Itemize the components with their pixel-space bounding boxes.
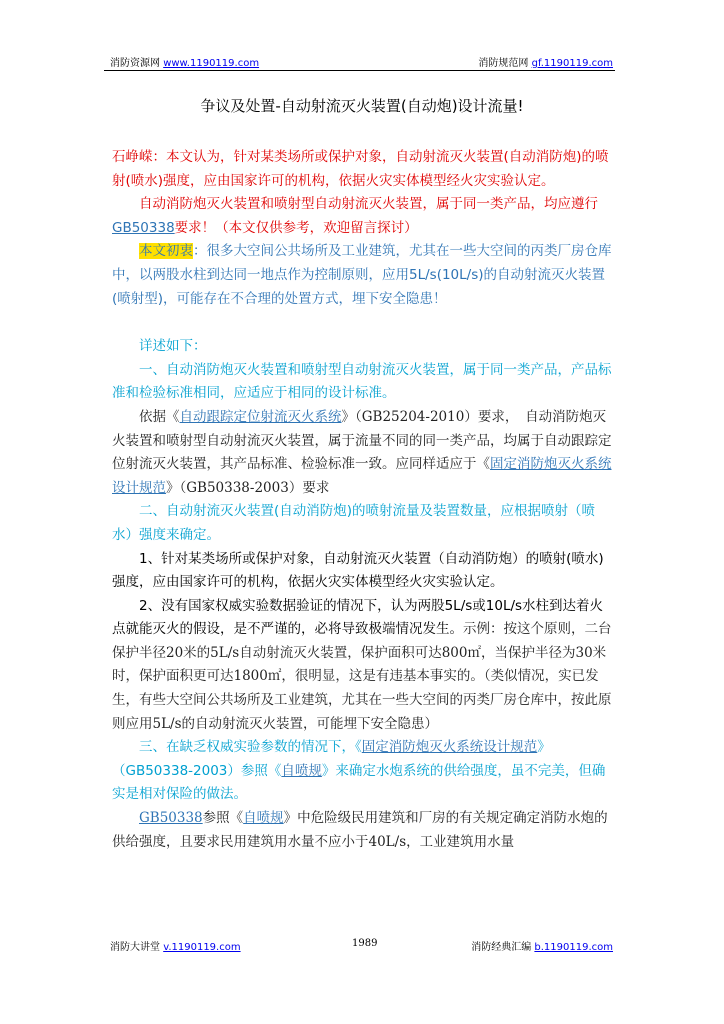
- gb50338-link-2[interactable]: GB50338: [139, 810, 203, 827]
- section-2-paragraph-2: [112, 595, 614, 737]
- header-right: [478, 54, 613, 69]
- gb50338-title-link-2[interactable]: 固定消防炮灭火系统设计规范: [361, 739, 538, 756]
- section-2-paragraph-1: 1、针对某类场所或保护对象，自动射流灭火装置（自动消防炮）的喷射(喷水)强度，应由国家许可的机构，依据火灾实体模型经火灾实验认定。: [112, 550, 604, 591]
- zipen-link[interactable]: 自喷规: [281, 762, 322, 779]
- section-3-heading: [112, 736, 614, 807]
- header-left: [110, 54, 259, 69]
- footer-left: [110, 938, 241, 953]
- intro-paragraph-1: 石峥嵘：本文认为，针对某类场所或保护对象，自动射流灭火装置(自动消防炮)的喷射(喷水)强度，应由国家许可的机构，依据火灾实体模型经火灾实验认定。: [112, 149, 609, 189]
- sec1-text-a: 依据《: [139, 408, 180, 425]
- section-3-paragraph: [112, 807, 614, 854]
- intro-p3-text: ：很多大空间公共场所及工业建筑，尤其在一些大空间的丙类厂房仓库中，以两股水柱到达同一地点作为控制原则，应用5L/s(10L/s)的自动射流灭火装置(喷射型)，可能存在不合理的处置方式，埋下安全隐患！: [112, 243, 612, 307]
- intro-paragraph-3: [112, 240, 614, 311]
- page-header: [104, 52, 615, 71]
- sec1-text-c: 》（GB50338-2003）要求: [166, 479, 330, 496]
- section-2-heading: 二、自动射流灭火装置(自动消防炮)的喷射流量及装置数量，应根据喷射（喷水）强度来确定。: [112, 503, 596, 543]
- gb50338-link[interactable]: GB50338: [112, 219, 175, 236]
- header-right-link[interactable]: gf.1190119.com: [531, 58, 613, 69]
- sec3-h-a: 三、在缺乏权威实验参数的情况下，《: [139, 739, 362, 756]
- header-right-label: 消防规范网: [478, 58, 529, 69]
- highlight-label: 本文初衷: [139, 243, 193, 260]
- sec3-h-c: 》来确定水炮系统的供给强度，虽不完美，但确实是相对保险的做法。: [112, 762, 606, 803]
- sec3-p-a: 参照《: [202, 810, 244, 827]
- document-title: 争议及处置-自动射流灭火装置(自动炮)设计流量!: [200, 97, 524, 115]
- spacer: [112, 311, 614, 335]
- header-left-label: 消防资源网: [110, 58, 160, 69]
- section-1-paragraph: [112, 406, 614, 500]
- intro-p2-text-b: 要求！（本文仅供参考，欢迎留言探讨）: [174, 219, 418, 236]
- section-1-heading: 一、自动消防炮灭火装置和喷射型自动射流灭火装置，属于同一类产品，产品标准和检验标准相同，应适应于相同的设计标准。: [112, 361, 612, 402]
- sec3-h-b: 》（GB50338-2003）参照《: [112, 739, 551, 779]
- sec2-p2-example: 示例：按这个原则，二台保护半径20米的5L/s自动射流灭火装置，保护面积可达800㎡，当保护半径为30米时，保护面积更可达1800㎡，很明显，这是有违基本事实的。（类似情况，实已发生，有些大空间公共场所及工业建筑，尤其在一些大空间的丙类厂房仓库中，按此原则应用5L/s的自动射流灭火装置，可能埋下安全隐患）: [112, 621, 612, 732]
- details-heading: 详述如下：: [139, 338, 207, 355]
- gb25204-link[interactable]: 自动跟踪定位射流灭火系统: [179, 408, 342, 425]
- footer-left-label: 消防大讲堂: [110, 942, 160, 953]
- gb50338-title-link[interactable]: 固定消防炮灭火系统设计规范: [112, 456, 612, 496]
- footer-left-link[interactable]: v.1190119.com: [163, 942, 241, 953]
- page-number: 1989: [352, 938, 378, 949]
- intro-p2-text-a: 自动消防炮灭火装置和喷射型自动射流灭火装置，属于同一类产品，均应遵行: [139, 196, 598, 213]
- sec2-p2-bold: 2、没有国家权威实验数据验证的情况下，认为两股5L/s或10L/s水柱到达着火点就能灭火的假设，是不严谨的，必将导致极端情况发生。: [112, 597, 604, 638]
- footer-right-label: 消防经典汇编: [471, 942, 532, 953]
- sec1-text-b: 》（GB25204-2010）要求， 自动消防炮灭火装置和喷射型自动射流灭火装置，属于流量不同的同一类产品，均属于自动跟踪定位射流灭火装置，其产品标准、检验标准一致。应同样适应于《: [112, 408, 612, 473]
- footer-right: [471, 938, 613, 953]
- zipen-link-2[interactable]: 自喷规: [243, 810, 284, 827]
- document-body: [112, 146, 614, 854]
- sec3-p-b: 》中危险级民用建筑和厂房的有关规定确定消防水炮的供给强度，且要求民用建筑用水量不应小于40L/s，工业建筑用水量: [112, 810, 608, 850]
- intro-paragraph-2: [112, 193, 614, 240]
- header-left-link[interactable]: www.1190119.com: [163, 58, 260, 69]
- footer-right-link[interactable]: b.1190119.com: [534, 942, 613, 953]
